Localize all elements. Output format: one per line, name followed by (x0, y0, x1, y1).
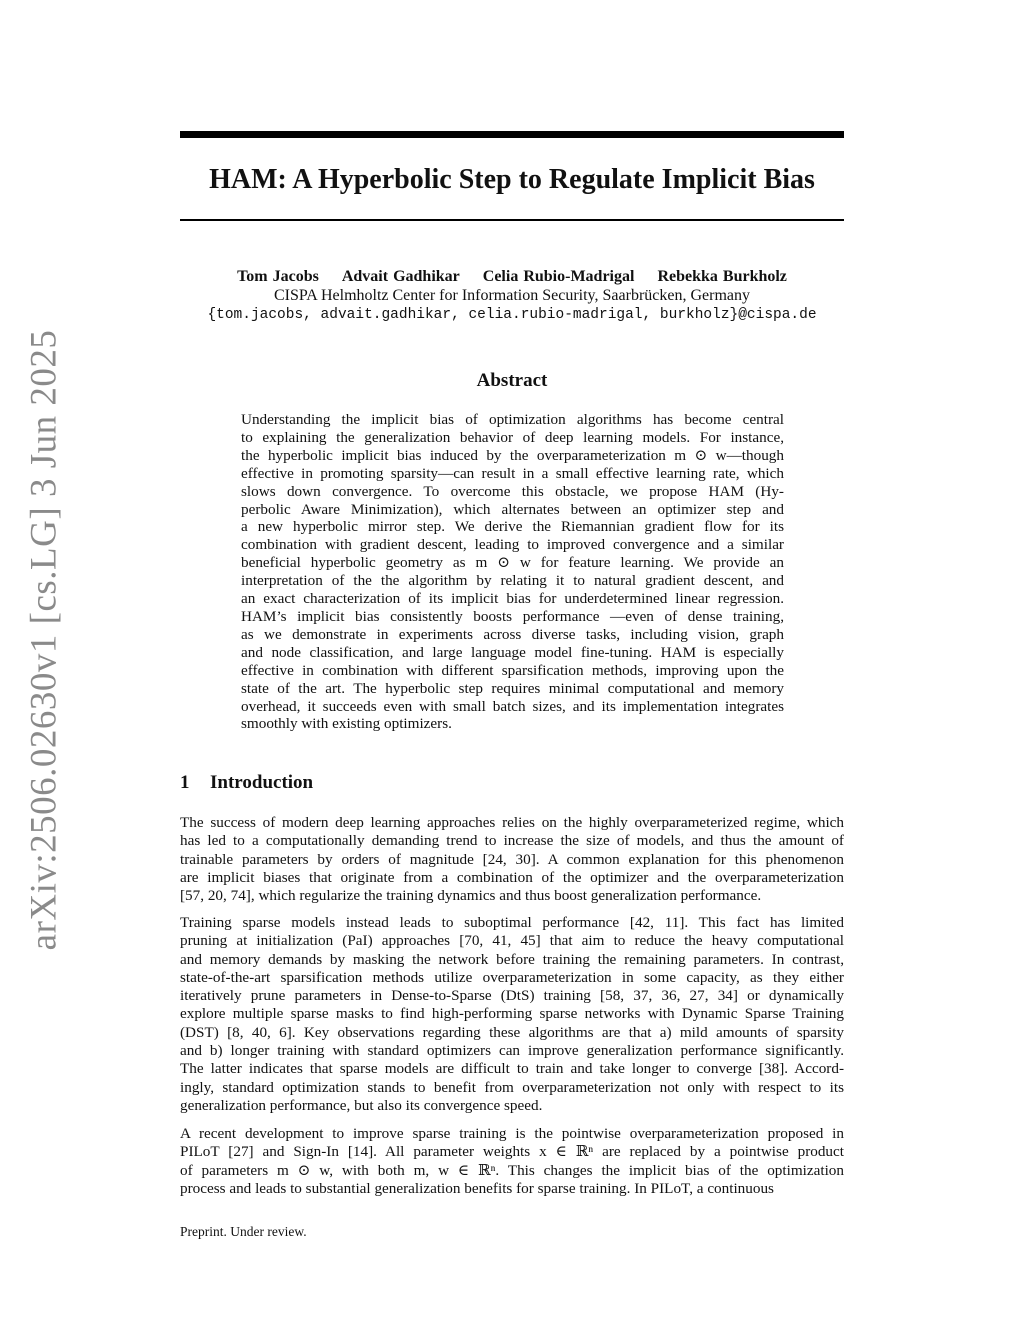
text-line: (DST) [8, 40, 6]. Key observations regarding these algorithms are that a) mild amounts of sparsity (180, 1023, 844, 1041)
text-line: The success of modern deep learning approaches relies on the highly overparameterized regime, which (180, 814, 844, 831)
text-line: smoothly with existing optimizers. (241, 715, 452, 733)
author-name: Celia Rubio-Madrigal (482, 268, 635, 285)
body-paragraph (180, 1125, 844, 1198)
text-line: a new hyperbolic mirror step. We derive the Riemannian gradient flow for its (241, 518, 784, 536)
text-line: an exact characterization of its implicit bias for underdetermined linear regression. (241, 590, 784, 608)
text-line: are implicit biases that originate from a combination of the optimizer and the overparameterization (180, 868, 844, 886)
author-list (160, 267, 864, 287)
text-line: The latter indicates that sparse models are difficult to train and take longer to converge [38]. Accord- (180, 1060, 844, 1078)
title-rule-bottom (180, 219, 844, 221)
text-line: iteratively prune parameters in Dense-to-Sparse (DtS) training [58, 37, 36, 27, 34] or dynamically (180, 987, 844, 1005)
body-paragraph (180, 814, 844, 905)
text-line: Understanding the implicit bias of optimization algorithms has become central (241, 411, 784, 428)
body-paragraph (180, 914, 844, 1115)
abstract-body (241, 411, 784, 733)
text-line: interpretation of the the algorithm by relating it to natural gradient descent, and (241, 572, 784, 590)
text-line: HAM’s implicit bias consistently boosts performance —even of dense training, (241, 607, 784, 625)
text-line: perbolic Aware Minimization), which alternates between an optimizer step and (241, 500, 784, 518)
paper-title: HAM: A Hyperbolic Step to Regulate Implicit Bias (209, 164, 815, 195)
section-heading (180, 771, 844, 795)
text-line: [57, 20, 74], which regularize the training dynamics and thus boost generalization performance. (180, 887, 762, 905)
text-line: and node classification, and large language model fine-tuning. HAM is especially (241, 643, 784, 661)
text-line: slows down convergence. To overcome this obstacle, we propose HAM (Hy- (241, 482, 784, 500)
text-line: overhead, it succeeds even with small batch sizes, and its implementation integrates (241, 697, 784, 715)
text-line: beneficial hyperbolic geometry as m ⊙ w for feature learning. We provide an (241, 554, 784, 572)
text-line: generalization performance, but also its convergence speed. (180, 1096, 543, 1114)
affiliation: CISPA Helmholtz Center for Information Security, Saarbrücken, Germany (273, 287, 751, 304)
author-name: Rebekka Burkholz (657, 268, 787, 285)
text-line: and memory demands by masking the network before training the remaining parameters. In contrast, (180, 950, 844, 968)
text-line: as we demonstrate in experiments across diverse tasks, including vision, graph (241, 625, 784, 643)
author-name: Advait Gadhikar (341, 268, 460, 285)
text-line: pruning at initialization (PaI) approaches [70, 41, 45] that aim to reduce the heavy computational (180, 932, 844, 950)
author-name: Tom Jacobs (237, 268, 319, 285)
title-rule-top (180, 131, 844, 138)
section-title: Introduction (210, 772, 314, 793)
text-line: has led to a computationally demanding trend to increase the size of models, and thus the amount of (180, 832, 844, 850)
arxiv-side-stamp: arXiv:2506.02630v1 [cs.LG] 3 Jun 2025 (23, 329, 65, 951)
text-line: and b) longer training with standard optimizers can improve generalization performance significantly. (180, 1042, 844, 1060)
text-line: effective in combination with different sparsification methods, improving upon the (241, 661, 784, 679)
text-line: explore multiple sparse masks to find high-performing sparse networks with Dynamic Sparse Training (180, 1005, 844, 1023)
text-line: Training sparse models instead leads to suboptimal performance [42, 11]. This fact has limited (180, 914, 844, 931)
author-emails: {tom.jacobs, advait.gadhikar, celia.rubio-madrigal, burkholz}@cispa.de (207, 307, 817, 323)
text-line: A recent development to improve sparse training is the pointwise overparameterization proposed in (180, 1125, 844, 1142)
text-line: the hyperbolic implicit bias induced by the overparameterization m ⊙ w—though (241, 446, 784, 464)
footer-note: Preprint. Under review. (180, 1224, 307, 1239)
text-line: ingly, standard optimization stands to benefit from overparameterization not only with respect to its (180, 1078, 844, 1096)
text-line: effective in promoting sparsity—can result in a small effective learning rate, which (241, 464, 784, 482)
text-line: state of the art. The hyperbolic step requires minimal computational and memory (241, 679, 784, 697)
text-line: process and leads to substantial generalization benefits for sparse training. In PILoT, a continuous (180, 1179, 774, 1197)
text-line: combination with gradient descent, leading to improved convergence and a similar (241, 536, 784, 554)
text-line: of parameters m ⊙ w, with both m, w ∈ ℝⁿ. This changes the implicit bias of the optimization (180, 1161, 844, 1179)
text-line: to explaining the generalization behavior of deep learning models. For instance, (241, 428, 784, 446)
section-number: 1 (180, 772, 190, 793)
abstract-heading: Abstract (476, 370, 548, 391)
text-line: state-of-the-art sparsification methods utilize overparameterization in some capacity, as they either (180, 968, 844, 986)
text-line: trainable parameters by orders of magnitude [24, 30]. A common explanation for this phenomenon (180, 850, 844, 868)
text-line: PILoT [27] and Sign-In [14]. All parameter weights x ∈ ℝⁿ are replaced by a pointwise product (180, 1143, 844, 1161)
